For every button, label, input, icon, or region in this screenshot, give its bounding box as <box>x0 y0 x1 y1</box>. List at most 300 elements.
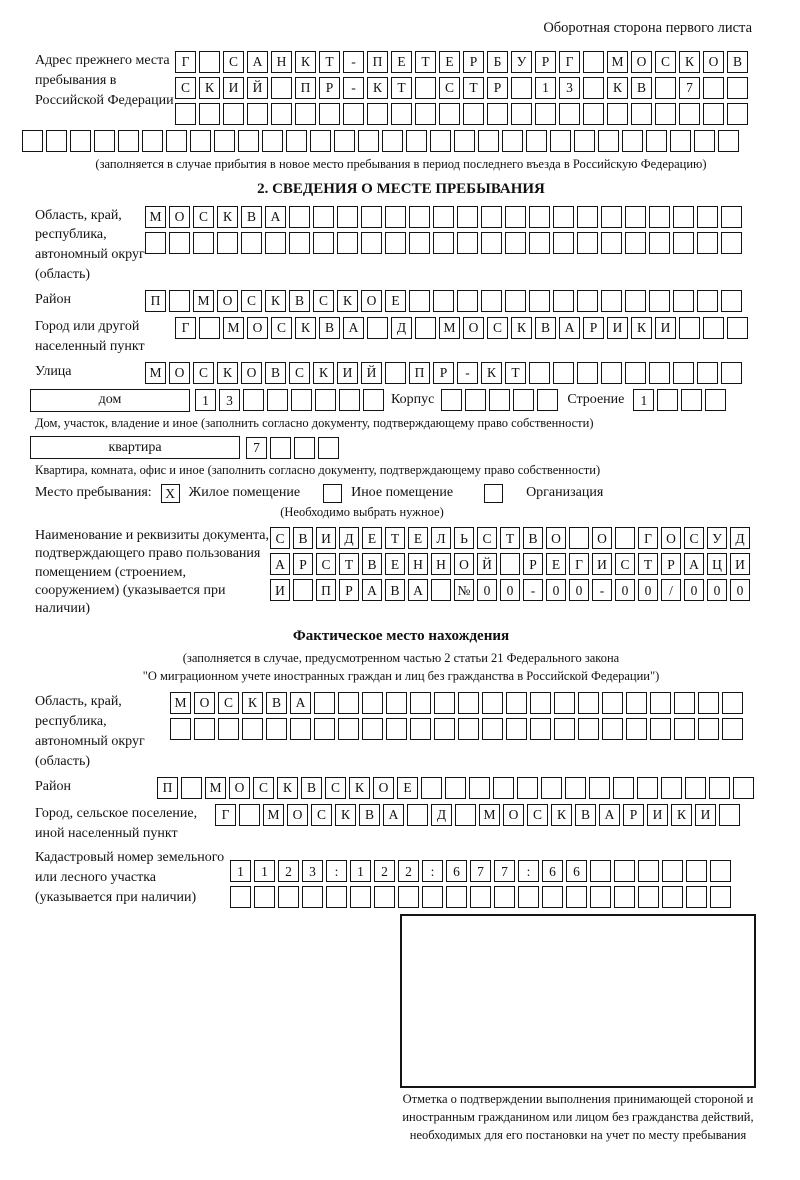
char-box <box>506 692 527 714</box>
char-box: С <box>193 362 214 384</box>
char-box: У <box>511 51 532 73</box>
char-box <box>686 886 707 908</box>
char-box <box>382 130 403 152</box>
char-box <box>367 317 388 339</box>
char-box <box>457 290 478 312</box>
char-box: С <box>325 777 346 799</box>
char-box <box>482 692 503 714</box>
char-box: Е <box>385 290 406 312</box>
char-box <box>363 389 384 411</box>
char-box <box>705 389 726 411</box>
char-box <box>489 389 510 411</box>
char-box: Й <box>477 553 497 575</box>
char-box: К <box>671 804 692 826</box>
char-box: С <box>223 51 244 73</box>
char-box: Т <box>505 362 526 384</box>
house-number-cells <box>195 389 384 411</box>
char-box <box>385 232 406 254</box>
char-box <box>294 437 315 459</box>
char-box: В <box>727 51 748 73</box>
char-box <box>674 692 695 714</box>
stamp-area <box>382 914 774 1144</box>
cadastral-row-2 <box>230 886 731 908</box>
char-box <box>637 777 658 799</box>
factual-title: Фактическое место нахождения <box>292 628 510 645</box>
char-box <box>577 362 598 384</box>
char-box <box>577 206 598 228</box>
char-box: Й <box>361 362 382 384</box>
char-box <box>550 130 571 152</box>
korpus-label: Корпус <box>391 392 435 408</box>
ulitsa-row <box>145 362 742 384</box>
char-box: П <box>157 777 178 799</box>
char-box: М <box>479 804 500 826</box>
char-box <box>293 579 313 601</box>
char-box <box>166 130 187 152</box>
char-box: С <box>175 77 196 99</box>
char-box <box>289 232 310 254</box>
char-box <box>721 206 742 228</box>
char-box <box>646 130 667 152</box>
char-box <box>710 860 731 882</box>
char-box: С <box>487 317 508 339</box>
char-box: К <box>313 362 334 384</box>
char-box: К <box>679 51 700 73</box>
char-box <box>278 886 299 908</box>
char-box: Р <box>433 362 454 384</box>
char-box <box>655 103 676 125</box>
char-box: М <box>145 362 166 384</box>
char-box <box>313 206 334 228</box>
char-box: С <box>193 206 214 228</box>
char-box <box>529 362 550 384</box>
char-box <box>318 437 339 459</box>
char-box <box>727 103 748 125</box>
char-box: А <box>383 804 404 826</box>
char-box <box>625 290 646 312</box>
char-box: К <box>199 77 220 99</box>
char-box: О <box>217 290 238 312</box>
char-box: М <box>439 317 460 339</box>
char-box <box>638 860 659 882</box>
ulitsa-field <box>22 362 780 384</box>
page-header-note: Оборотная сторона первого листа <box>543 20 752 36</box>
char-box: - <box>457 362 478 384</box>
char-box <box>314 718 335 740</box>
char-box: С <box>253 777 274 799</box>
char-box <box>703 103 724 125</box>
char-box <box>315 389 336 411</box>
char-box: И <box>270 579 290 601</box>
char-box: И <box>316 527 336 549</box>
char-box <box>313 232 334 254</box>
document-block <box>22 527 780 618</box>
stroenie-cells <box>633 389 726 411</box>
char-box <box>302 886 323 908</box>
char-box: М <box>193 290 214 312</box>
char-box <box>482 718 503 740</box>
char-box <box>657 389 678 411</box>
char-box: Т <box>638 553 658 575</box>
char-box <box>506 718 527 740</box>
char-box: К <box>551 804 572 826</box>
oblast-row-2 <box>145 232 742 254</box>
oblast-row-1 <box>145 206 742 228</box>
char-box: Ь <box>454 527 474 549</box>
char-box <box>242 718 263 740</box>
char-box <box>649 232 670 254</box>
char-box <box>439 103 460 125</box>
char-box: К <box>265 290 286 312</box>
char-box <box>170 718 191 740</box>
char-box <box>410 692 431 714</box>
char-box <box>214 130 235 152</box>
char-box <box>338 718 359 740</box>
oblast-label: Область, край, республика, автономный округ (область) <box>35 207 145 283</box>
char-box: 7 <box>246 437 267 459</box>
char-box: Т <box>339 553 359 575</box>
apartment-row <box>30 436 780 459</box>
char-box: О <box>661 527 681 549</box>
char-box <box>529 290 550 312</box>
char-box: И <box>607 317 628 339</box>
char-box: 0 <box>569 579 589 601</box>
char-box <box>517 777 538 799</box>
char-box: Д <box>391 317 412 339</box>
char-box <box>703 317 724 339</box>
char-box: О <box>361 290 382 312</box>
char-box <box>386 718 407 740</box>
char-box <box>267 389 288 411</box>
factual-oblast-field <box>22 692 780 772</box>
char-box <box>505 206 526 228</box>
stamp-caption: Отметка о подтверждении выполнения принимающей стороной и иностранным гражданином или лицом без гражданства действий, необходимых для его постановки на учет по месту пребывания <box>402 1092 754 1142</box>
apartment-cells <box>246 437 339 459</box>
raion-row <box>145 290 742 312</box>
factual-oblast-row-1 <box>170 692 743 714</box>
char-box: М <box>223 317 244 339</box>
char-box <box>649 206 670 228</box>
char-box: Н <box>408 553 428 575</box>
char-box <box>326 886 347 908</box>
char-box <box>727 317 748 339</box>
char-box <box>409 232 430 254</box>
char-box <box>649 290 670 312</box>
char-box <box>374 886 395 908</box>
char-box: И <box>223 77 244 99</box>
char-box: Ц <box>707 553 727 575</box>
char-box: 0 <box>684 579 704 601</box>
char-box <box>577 232 598 254</box>
char-box <box>295 103 316 125</box>
char-box: 1 <box>230 860 251 882</box>
char-box <box>199 317 220 339</box>
char-box <box>719 804 740 826</box>
char-box <box>386 692 407 714</box>
char-box <box>661 777 682 799</box>
char-box <box>362 692 383 714</box>
char-box <box>289 206 310 228</box>
char-box: К <box>337 290 358 312</box>
char-box <box>323 484 342 503</box>
char-box: : <box>518 860 539 882</box>
prev-address-row-3 <box>175 103 748 125</box>
char-box <box>697 362 718 384</box>
char-box <box>598 130 619 152</box>
char-box <box>601 232 622 254</box>
char-box: № <box>454 579 474 601</box>
char-box: 1 <box>633 389 654 411</box>
char-box <box>569 527 589 549</box>
char-box: 0 <box>730 579 750 601</box>
char-box: - <box>343 77 364 99</box>
char-box: 0 <box>707 579 727 601</box>
char-box: С <box>316 553 336 575</box>
char-box <box>478 130 499 152</box>
char-box: О <box>631 51 652 73</box>
option-other-premises-label: Иное помещение <box>351 485 454 501</box>
char-box: Т <box>500 527 520 549</box>
char-box <box>686 860 707 882</box>
char-box: К <box>295 317 316 339</box>
char-box: Н <box>271 51 292 73</box>
apartment-type-box: квартира <box>30 436 240 459</box>
char-box <box>513 389 534 411</box>
char-box <box>218 718 239 740</box>
char-box <box>145 232 166 254</box>
char-box: В <box>535 317 556 339</box>
char-box: В <box>293 527 313 549</box>
char-box: 2 <box>374 860 395 882</box>
factual-oblast-label: Область, край, республика, автономный округ (область) <box>35 694 145 769</box>
char-box: Р <box>463 51 484 73</box>
char-box: Е <box>397 777 418 799</box>
char-box: С <box>439 77 460 99</box>
char-box <box>266 718 287 740</box>
char-box <box>415 77 436 99</box>
char-box: Г <box>569 553 589 575</box>
char-box <box>458 718 479 740</box>
char-box: - <box>592 579 612 601</box>
house-row <box>30 389 780 412</box>
char-box: 0 <box>546 579 566 601</box>
char-box: А <box>408 579 428 601</box>
char-box: М <box>263 804 284 826</box>
char-box <box>583 51 604 73</box>
char-box <box>118 130 139 152</box>
char-box <box>529 206 550 228</box>
char-box: П <box>145 290 166 312</box>
char-box: X <box>161 484 180 503</box>
ulitsa-label: Улица <box>35 363 72 379</box>
char-box: У <box>707 527 727 549</box>
gorod-label: Город или другой населенный пункт <box>35 319 145 354</box>
char-box <box>566 886 587 908</box>
char-box <box>685 777 706 799</box>
factual-oblast-row-2 <box>170 718 743 740</box>
char-box <box>94 130 115 152</box>
char-box <box>291 389 312 411</box>
char-box <box>565 777 586 799</box>
factual-raion-label: Район <box>35 778 71 794</box>
char-box: О <box>592 527 612 549</box>
char-box: К <box>349 777 370 799</box>
char-box: В <box>265 362 286 384</box>
char-box: Д <box>339 527 359 549</box>
char-box <box>362 718 383 740</box>
char-box <box>733 777 754 799</box>
char-box: / <box>661 579 681 601</box>
char-box <box>583 77 604 99</box>
char-box: Р <box>487 77 508 99</box>
char-box <box>526 130 547 152</box>
char-box: Г <box>638 527 658 549</box>
char-box <box>247 103 268 125</box>
raion-label: Район <box>35 292 71 307</box>
house-caption: Дом, участок, владение и иное (заполнить согласно документу, подтверждающему право собственности) <box>35 415 594 430</box>
char-box <box>484 484 503 503</box>
char-box <box>626 692 647 714</box>
char-box <box>493 777 514 799</box>
char-box: Т <box>391 77 412 99</box>
char-box <box>722 718 743 740</box>
char-box: Р <box>319 77 340 99</box>
char-box <box>553 232 574 254</box>
char-box: А <box>290 692 311 714</box>
char-box: 2 <box>278 860 299 882</box>
char-box <box>601 206 622 228</box>
char-box: 0 <box>638 579 658 601</box>
factual-raion-row <box>157 777 754 799</box>
char-box: Е <box>391 51 412 73</box>
char-box <box>358 130 379 152</box>
char-box <box>500 553 520 575</box>
char-box: К <box>631 317 652 339</box>
char-box: С <box>241 290 262 312</box>
char-box <box>583 103 604 125</box>
char-box <box>409 206 430 228</box>
char-box: М <box>607 51 628 73</box>
char-box: 1 <box>254 860 275 882</box>
char-box <box>391 103 412 125</box>
char-box: К <box>367 77 388 99</box>
char-box <box>445 777 466 799</box>
char-box: В <box>241 206 262 228</box>
char-box <box>271 103 292 125</box>
char-box: 1 <box>195 389 216 411</box>
char-box <box>614 860 635 882</box>
char-box: А <box>599 804 620 826</box>
char-box <box>559 103 580 125</box>
factual-caption-1: (заполняется в случае, предусмотренном частью 2 статьи 21 Федерального закона <box>182 651 620 666</box>
char-box <box>650 718 671 740</box>
char-box <box>193 232 214 254</box>
char-box <box>602 718 623 740</box>
char-box <box>530 692 551 714</box>
char-box <box>410 718 431 740</box>
char-box: 1 <box>535 77 556 99</box>
char-box <box>398 886 419 908</box>
char-box: С <box>655 51 676 73</box>
char-box: О <box>546 527 566 549</box>
char-box: К <box>217 362 238 384</box>
char-box <box>721 290 742 312</box>
house-type-box: дом <box>30 389 190 412</box>
char-box <box>271 77 292 99</box>
raion-field <box>22 290 780 312</box>
char-box: В <box>523 527 543 549</box>
char-box <box>290 718 311 740</box>
char-box <box>505 290 526 312</box>
prev-address-block <box>22 51 780 125</box>
char-box <box>589 777 610 799</box>
char-box <box>541 777 562 799</box>
char-box: С <box>615 553 635 575</box>
char-box: О <box>194 692 215 714</box>
char-box: О <box>287 804 308 826</box>
prev-address-caption: (заполняется в случае прибытия в новое место пребывания в период последнего въезда в Российскую Федерацию) <box>95 157 707 171</box>
char-box <box>673 362 694 384</box>
char-box <box>578 718 599 740</box>
char-box <box>422 886 443 908</box>
char-box <box>530 718 551 740</box>
char-box: Е <box>385 553 405 575</box>
char-box <box>590 886 611 908</box>
stroenie-label: Строение <box>567 392 625 408</box>
char-box <box>421 777 442 799</box>
char-box: 3 <box>219 389 240 411</box>
char-box: М <box>145 206 166 228</box>
char-box: - <box>523 579 543 601</box>
place-type-label: Место пребывания: <box>35 485 152 501</box>
char-box: О <box>503 804 524 826</box>
prev-address-row-4 <box>22 130 780 152</box>
char-box: К <box>217 206 238 228</box>
char-box: Г <box>175 317 196 339</box>
char-box <box>537 389 558 411</box>
char-box <box>181 777 202 799</box>
char-box <box>673 290 694 312</box>
char-box <box>319 103 340 125</box>
char-box <box>458 692 479 714</box>
char-box: И <box>337 362 358 384</box>
char-box <box>199 103 220 125</box>
char-box <box>614 886 635 908</box>
cadastral-label: Кадастровый номер земельного или лесного участка (указывается при наличии) <box>35 850 225 906</box>
char-box <box>415 103 436 125</box>
document-label: Наименование и реквизиты документа, подтверждающего право пользования помещением (строением, сооружением) (указывается при наличии) <box>35 528 269 616</box>
char-box <box>142 130 163 152</box>
char-box: А <box>343 317 364 339</box>
char-box: Е <box>439 51 460 73</box>
char-box <box>385 206 406 228</box>
char-box <box>457 232 478 254</box>
char-box: К <box>481 362 502 384</box>
char-box <box>553 362 574 384</box>
char-box <box>722 692 743 714</box>
char-box: Д <box>431 804 452 826</box>
char-box: 3 <box>559 77 580 99</box>
char-box: В <box>575 804 596 826</box>
char-box <box>554 718 575 740</box>
checkbox-organization <box>484 484 503 503</box>
option-organization-label: Организация <box>526 485 604 501</box>
checkbox-other-premises <box>323 484 342 503</box>
char-box: 6 <box>542 860 563 882</box>
char-box <box>721 362 742 384</box>
char-box: - <box>343 51 364 73</box>
char-box <box>239 804 260 826</box>
